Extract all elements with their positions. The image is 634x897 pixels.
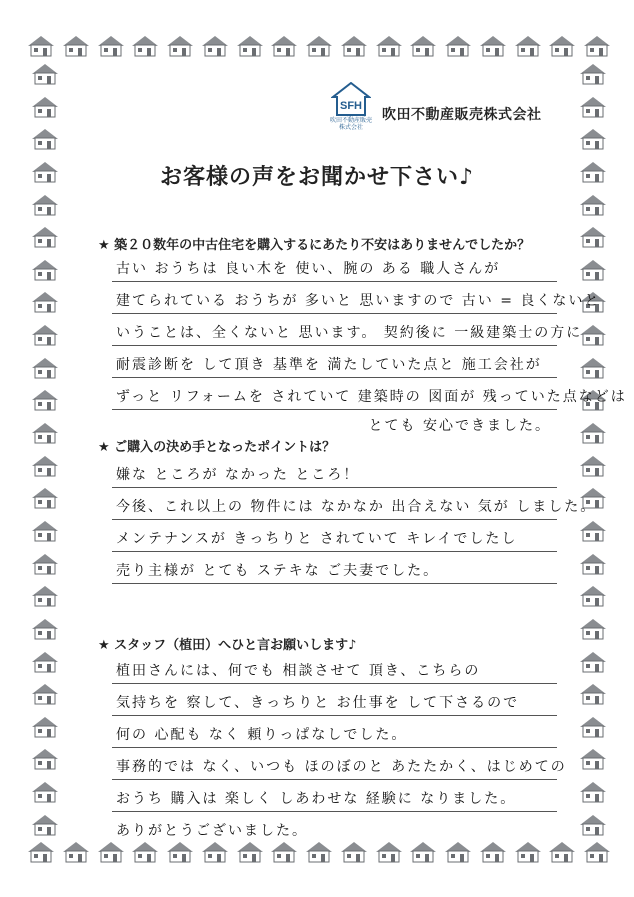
house-icon [578,193,608,216]
house-icon [30,193,60,216]
answer-line [112,314,583,346]
question-1: ★ 築２０数年の中古住宅を購入するにあたり不安はありませんでしたか？ [98,238,531,253]
answer-text: 古い おうちは 良い木を 使い、腕の ある 職人さんが [116,261,501,277]
house-icon [30,421,60,444]
logo-subtext-line: 株式会社 [339,124,364,131]
house-icon [30,127,60,150]
house-icon [304,840,334,863]
house-border-top [26,34,612,57]
answer-block-3 [112,652,567,843]
question-3: ★ スタッフ（植田）へひと言お願いします♪ [98,638,357,653]
answer-text: メンテナンスが きっちりと されていて キレイでしたし [116,531,518,547]
house-icon [30,356,60,379]
house-icon [478,840,508,863]
house-icon [339,34,369,57]
house-icon [130,840,160,863]
answer-line [112,456,557,488]
company-name: 吹田不動産販売株式会社 [382,107,542,123]
house-icon [30,617,60,640]
house-icon [96,34,126,57]
answer-text-tail: とても 安心できました。 [368,418,551,434]
answer-text: ずっと リフォームを されていて 建築時の 図面が 残っていた点などは [116,389,627,405]
answer-text: 何の 心配も なく 頼りっぱなしでした。 [116,727,408,743]
answer-block-2 [112,456,597,584]
answer-text: 事務的では なく、いつも ほのぼのと あたたかく、はじめての [116,759,567,775]
question-2: ★ ご購入の決め手となったポイントは？ [98,440,336,455]
answer-text: 売り主様が とても ステキな ご夫妻でした。 [116,563,440,579]
house-icon [165,34,195,57]
house-icon [578,813,608,836]
answer-line [112,652,557,684]
answer-text: いうことは、全くないと 思います。 契約後に 一級建築士の方に [116,325,583,341]
house-icon [578,617,608,640]
page-title: お客様の声をお聞かせ下さい♪ [159,165,475,190]
house-icon [578,127,608,150]
house-icon [96,840,126,863]
house-icon [339,840,369,863]
answer-line [112,552,557,584]
house-icon [61,34,91,57]
answer-text: 嫌な ところが なかった ところ！ [116,467,360,483]
house-icon [200,34,230,57]
house-icon [578,454,608,477]
answer-line [112,488,597,520]
logo-subtext-line: 吹田不動産販売 [330,117,373,124]
house-icon [578,421,608,444]
house-icon [269,34,299,57]
house-icon [30,715,60,738]
answer-text: 今後、これ以上の 物件には なかなか 出合えない 気が しました。 [116,499,597,515]
house-icon [30,584,60,607]
answer-line [112,716,557,748]
house-icon [269,840,299,863]
house-icon [513,840,543,863]
answer-line [112,748,567,780]
house-icon [582,840,612,863]
house-icon [30,747,60,770]
house-icon [578,682,608,705]
house-icon [30,388,60,411]
house-icon [200,840,230,863]
house-icon [30,62,60,85]
house-icon [30,486,60,509]
house-icon [578,519,608,542]
house-icon [30,225,60,248]
house-icon [578,356,608,379]
house-icon [30,519,60,542]
answer-line [112,812,557,843]
house-icon [30,454,60,477]
house-icon [578,584,608,607]
house-icon [547,34,577,57]
house-icon [547,840,577,863]
house-logo-icon [331,82,371,116]
house-icon [478,34,508,57]
answer-line [112,378,627,434]
house-icon [578,62,608,85]
answer-text: 耐震診断を して頂き 基準を 満たしていた点と 施工会社が [116,357,542,373]
answer-block-1 [112,250,627,434]
house-icon [30,258,60,281]
house-icon [578,95,608,118]
logo-subtext [330,117,372,131]
house-icon [578,225,608,248]
house-icon [578,552,608,575]
svg-text:SFH: SFH [340,100,362,112]
house-icon [408,34,438,57]
answer-line [112,282,601,314]
house-icon [26,34,56,57]
house-icon [30,650,60,673]
house-icon [443,840,473,863]
house-icon [578,258,608,281]
house-icon [408,840,438,863]
company-logo [330,82,542,131]
house-icon [374,840,404,863]
house-icon [130,34,160,57]
house-icon [578,780,608,803]
answer-line [112,780,557,812]
answer-text: 気持ちを 察して、きっちりと お仕事を して下さるので [116,695,520,711]
house-icon [30,813,60,836]
answer-line [112,684,557,716]
house-icon [30,95,60,118]
logo-mark [330,82,372,131]
house-icon [30,780,60,803]
house-icon [30,290,60,313]
house-icon [26,840,56,863]
house-icon [578,715,608,738]
answer-text: ありがとうございました。 [116,823,308,839]
house-icon [578,323,608,346]
house-icon [582,34,612,57]
house-icon [578,650,608,673]
house-icon [165,840,195,863]
answer-line [112,250,557,282]
house-border-bottom [26,840,612,863]
house-icon [235,34,265,57]
answer-text: おうち 購入は 楽しく しあわせな 経験に なりました。 [116,791,517,807]
house-icon [443,34,473,57]
house-icon [30,552,60,575]
house-icon [30,323,60,346]
answer-text: 植田さんには、何でも 相談させて 頂き、こちらの [116,663,481,679]
answer-line [112,520,557,552]
house-icon [30,682,60,705]
answer-text: 建てられている おうちが 多いと 思いますので 古い = 良くないと [116,293,601,309]
house-icon [578,747,608,770]
house-icon [374,34,404,57]
house-icon [513,34,543,57]
house-icon [61,840,91,863]
house-icon [235,840,265,863]
house-icon [304,34,334,57]
answer-line [112,346,557,378]
